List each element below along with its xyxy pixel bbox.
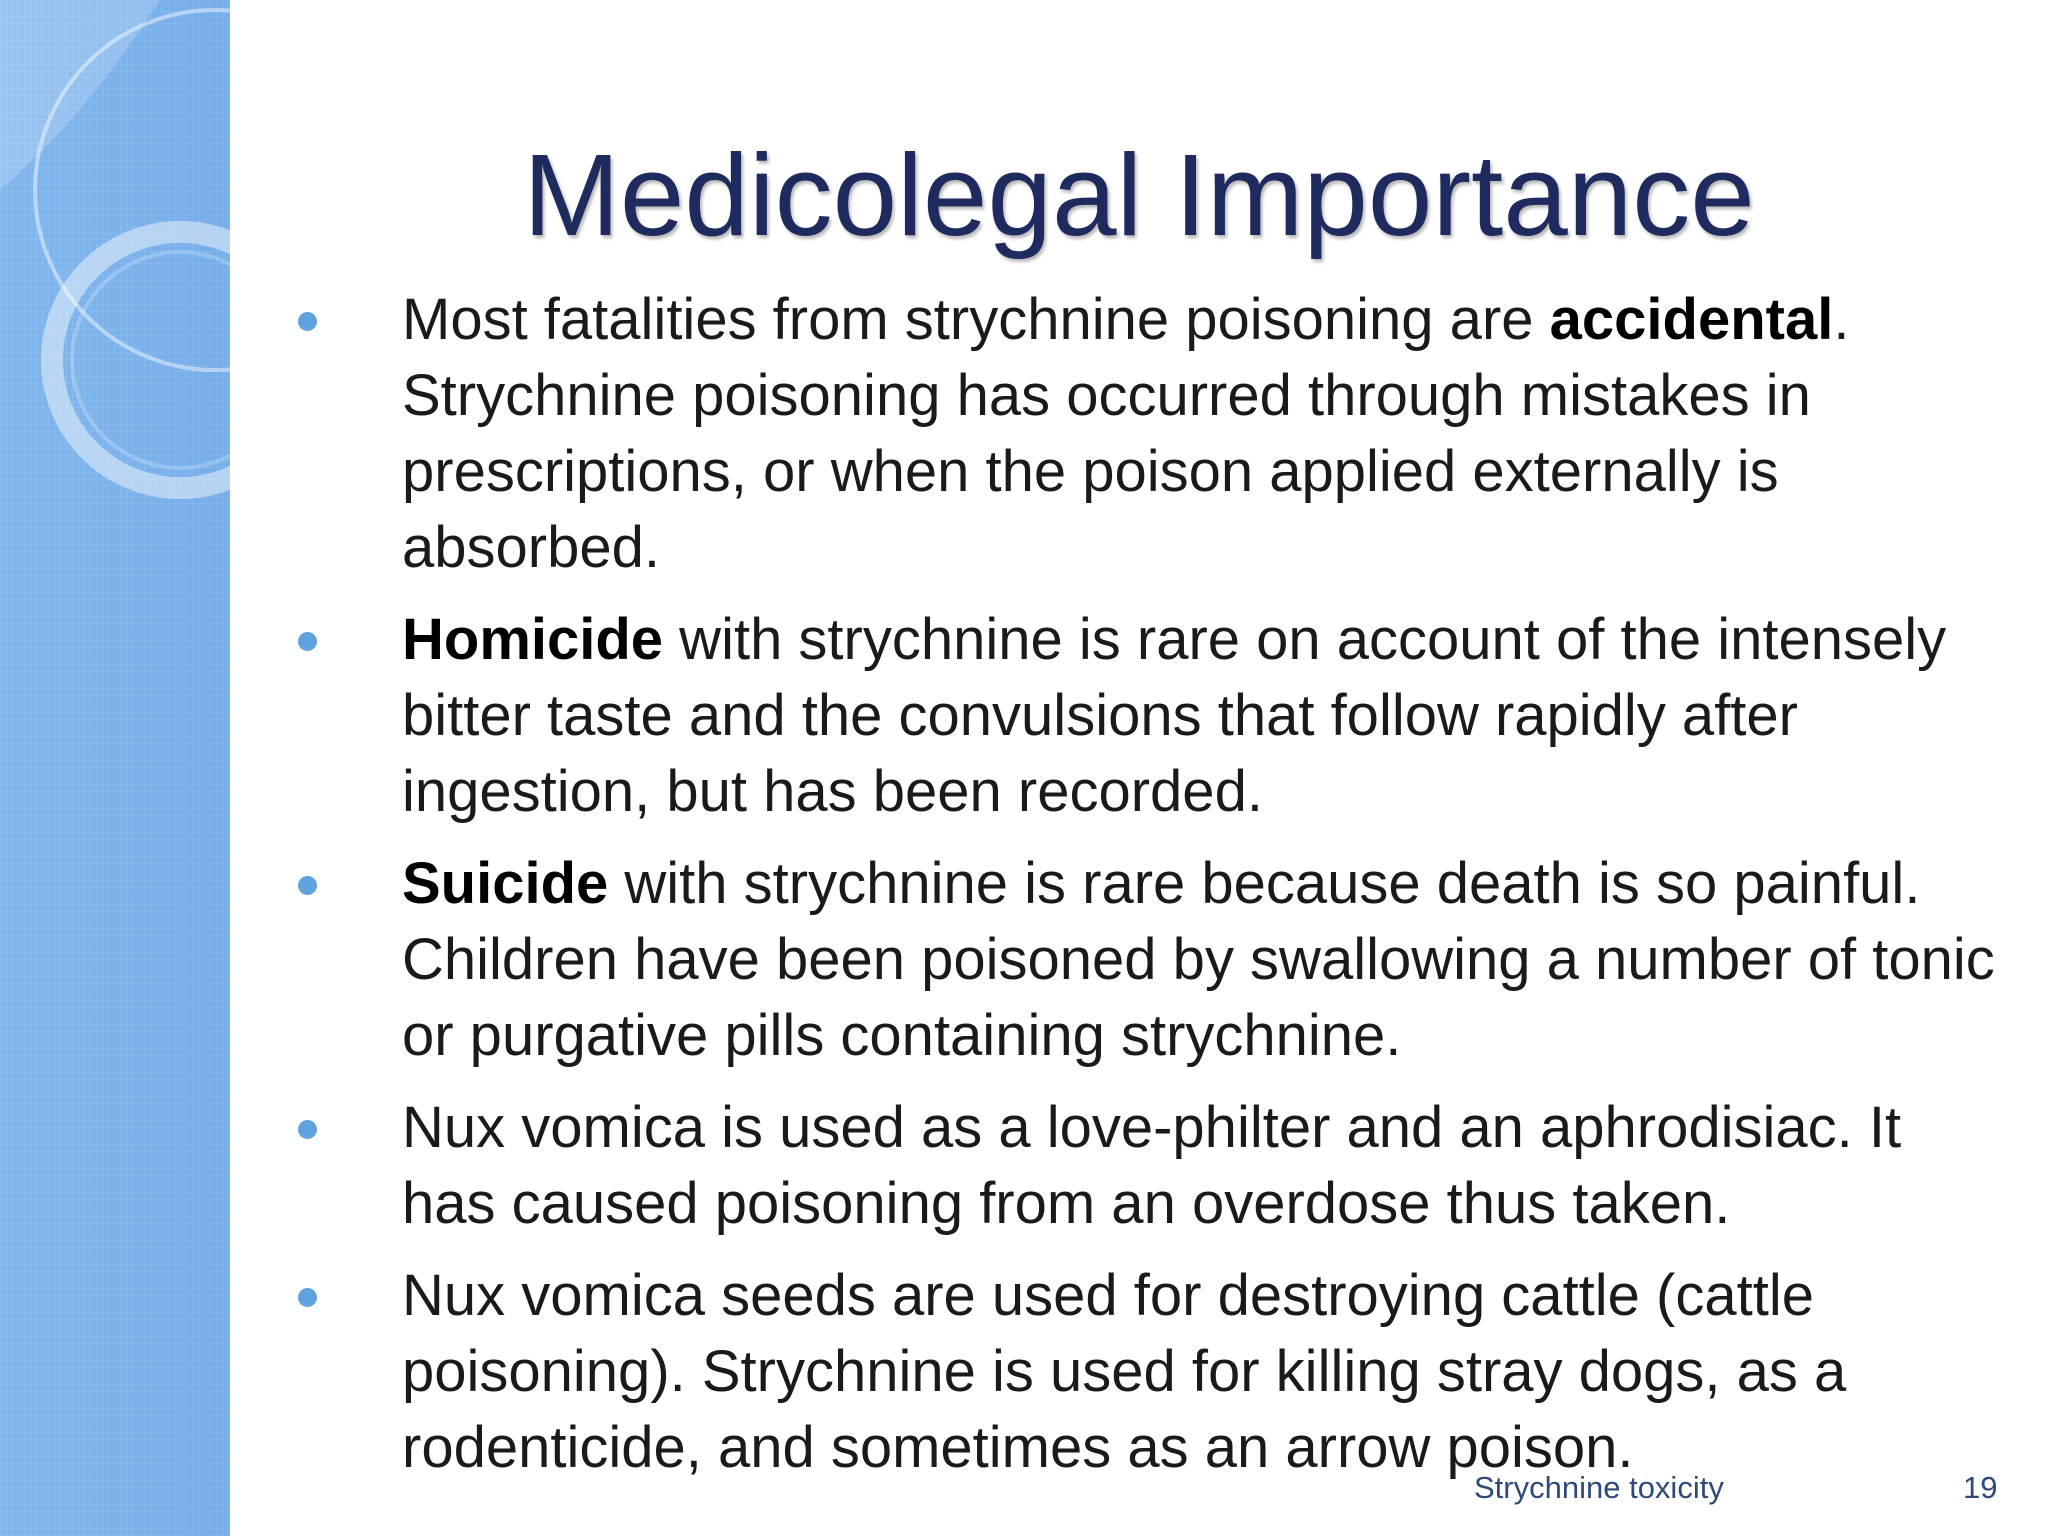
bullet-text-pre: Nux vomica is used as a love-philter and an aphrodisiac. It has caused poisoning from an overdose thus taken. bbox=[402, 1095, 1902, 1236]
bullet-text-bold: Homicide bbox=[402, 607, 664, 672]
bullet-dot-icon bbox=[298, 632, 317, 651]
bullet-item-accidental bbox=[290, 282, 2010, 586]
bullet-dot-icon bbox=[298, 876, 317, 895]
slide-page-number: 19 bbox=[1963, 1470, 1998, 1505]
bullet-text-post: . Strychnine poisoning has occurred through mistakes in prescriptions, or when the poison applied externally is absorbed. bbox=[402, 287, 1850, 580]
bullet-list bbox=[290, 282, 2010, 1502]
decorative-rings bbox=[0, 0, 230, 520]
bullet-item-love-philter bbox=[290, 1090, 2010, 1242]
bullet-text-bold: Suicide bbox=[402, 851, 609, 916]
decorative-ring-thick bbox=[52, 232, 230, 488]
slide-title: Medicolegal Importance bbox=[523, 130, 1755, 260]
bullet-item-cattle-poisoning bbox=[290, 1258, 2010, 1486]
bullet-text-post: with strychnine is rare because death is so painful. Children have been poisoned by swallowing a number of tonic or purgative pills containing strychnine. bbox=[402, 851, 1995, 1068]
decorative-sidebar bbox=[0, 0, 230, 1536]
bullet-dot-icon bbox=[298, 1288, 317, 1307]
bullet-text-pre: Most fatalities from strychnine poisoning are bbox=[402, 287, 1550, 352]
bullet-item-suicide bbox=[290, 846, 2010, 1074]
bullet-dot-icon bbox=[298, 312, 317, 331]
bullet-text-pre: Nux vomica seeds are used for destroying cattle (cattle poisoning). Strychnine is used for killing stray dogs, as a rodenticide, and sometimes as an arrow poison. bbox=[402, 1263, 1847, 1480]
bullet-dot-icon bbox=[298, 1120, 317, 1139]
bullet-text-bold: accidental bbox=[1549, 287, 1834, 352]
bullet-item-homicide bbox=[290, 602, 2010, 830]
slide-footer: Strychnine toxicity bbox=[1474, 1470, 1724, 1505]
bullet-text-post: with strychnine is rare on account of the intensely bitter taste and the convulsions that follow rapidly after ingestion, but has been recorded. bbox=[402, 607, 1947, 824]
